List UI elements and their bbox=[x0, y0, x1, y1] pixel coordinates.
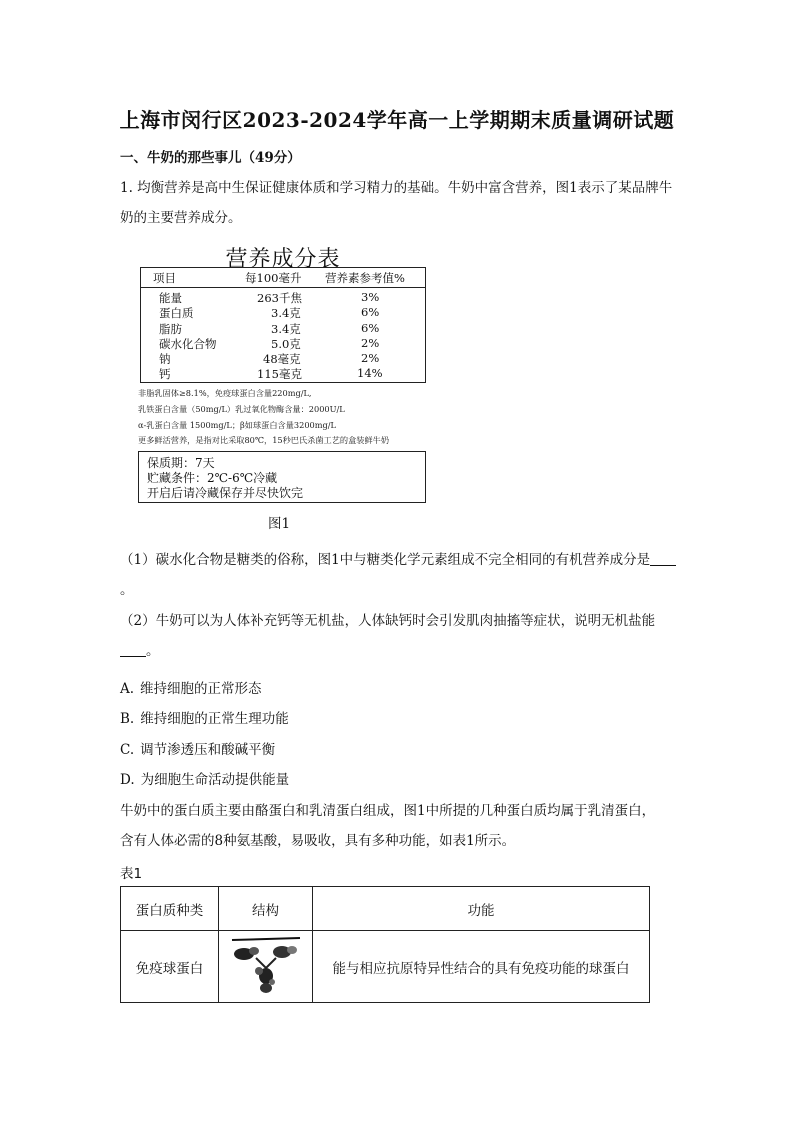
nutrition-row-nrv: 2% bbox=[361, 336, 380, 350]
nutrition-row-name: 蛋白质 bbox=[159, 306, 194, 320]
figure-1-nutrition-label bbox=[138, 240, 438, 540]
figure-note: 非脂乳固体≥8.1%，免疫球蛋白含量220mg/L, bbox=[138, 388, 312, 398]
protein-table bbox=[120, 886, 650, 1003]
page-title: 上海市闵行区2023-2024学年高一上学期期末质量调研试题 bbox=[119, 108, 675, 132]
option-text: 为细胞生命活动提供能量 bbox=[140, 772, 290, 788]
nutrition-row-amount: 263千焦 bbox=[257, 291, 302, 305]
storage-box bbox=[138, 451, 426, 503]
storage-condition: 贮藏条件：2℃-6℃冷藏 bbox=[147, 471, 278, 485]
nutrition-row-amount: 5.0克 bbox=[271, 337, 301, 351]
table-header-row bbox=[121, 887, 650, 931]
option-text: 维持细胞的正常生理功能 bbox=[140, 711, 289, 727]
table-header: 功能 bbox=[313, 887, 650, 931]
table-cell-function: 能与相应抗原特异性结合的具有免疫功能的球蛋白 bbox=[313, 931, 650, 1003]
nutrition-header-nrv: 营养素参考值% bbox=[325, 271, 405, 285]
nutrition-header-per100ml: 每100毫升 bbox=[245, 271, 302, 285]
nutrition-row-nrv: 6% bbox=[361, 321, 380, 335]
nutrition-table bbox=[140, 267, 426, 383]
nutrition-row-nrv: 14% bbox=[357, 366, 383, 380]
table-header: 蛋白质种类 bbox=[121, 887, 219, 931]
sub-question-1 bbox=[120, 545, 680, 605]
table-cell-structure bbox=[219, 931, 313, 1003]
sub-question-1-end: 。 bbox=[120, 582, 134, 598]
figure-note: α-乳蛋白含量 1500mg/L；β如球蛋白含量3200mg/L bbox=[138, 420, 336, 430]
nutrition-row-name: 能量 bbox=[159, 291, 182, 305]
sub-question-2-end: 。 bbox=[146, 643, 160, 659]
option-d[interactable] bbox=[120, 768, 289, 788]
option-text: 调节渗透压和酸碱平衡 bbox=[140, 742, 276, 758]
nutrition-header-divider bbox=[141, 287, 425, 288]
table-row bbox=[121, 931, 650, 1003]
sub-question-2 bbox=[120, 606, 680, 666]
option-letter: B. bbox=[120, 711, 135, 727]
option-letter: A. bbox=[120, 681, 135, 697]
option-c[interactable] bbox=[120, 738, 275, 758]
nutrition-row-name: 脂肪 bbox=[159, 322, 182, 336]
nutrition-row-nrv: 3% bbox=[361, 290, 380, 304]
figure-note: 乳铁蛋白含量（50mg/L）乳过氧化物酶含量：2000U/L bbox=[138, 404, 345, 414]
option-b[interactable] bbox=[120, 707, 289, 727]
nutrition-row-amount: 3.4克 bbox=[271, 322, 301, 336]
option-letter: D. bbox=[120, 772, 135, 788]
table-header: 结构 bbox=[219, 887, 313, 931]
nutrition-header-item: 项目 bbox=[153, 271, 176, 285]
after-opening-note: 开启后请冷藏保存并尽快饮完 bbox=[147, 486, 304, 500]
sub-question-1-text: （1）碳水化合物是糖类的俗称，图1中与糖类化学元素组成不完全相同的有机营养成分是 bbox=[120, 552, 651, 568]
table-cell-kind: 免疫球蛋白 bbox=[121, 931, 219, 1003]
answer-blank[interactable] bbox=[120, 642, 146, 657]
section-heading: 一、牛奶的那些事儿（49分） bbox=[120, 150, 301, 166]
immunoglobulin-structure-icon bbox=[226, 934, 306, 996]
question-1-text: 1. 均衡营养是高中生保证健康体质和学习精力的基础。牛奶中富含营养，图1表示了某品牌牛奶的主要营养成分。 bbox=[120, 180, 673, 226]
nutrition-row-amount: 115毫克 bbox=[257, 367, 302, 381]
nutrition-row-amount: 3.4克 bbox=[271, 306, 301, 320]
protein-paragraph: 牛奶中的蛋白质主要由酪蛋白和乳清蛋白组成，图1中所提的几种蛋白质均属于乳清蛋白，含有人体必需的8种氨基酸，易吸收，具有多种功能，如表1所示。 bbox=[120, 803, 656, 849]
nutrition-row-name: 钙 bbox=[159, 367, 171, 381]
nutrition-row-name: 钠 bbox=[159, 352, 171, 366]
sub-question-2-text: （2）牛奶可以为人体补充钙等无机盐，人体缺钙时会引发肌肉抽搐等症状，说明无机盐能 bbox=[120, 613, 656, 629]
figure-title: 营养成分表 bbox=[225, 247, 341, 272]
nutrition-row-nrv: 2% bbox=[361, 351, 380, 365]
nutrition-row-amount: 48毫克 bbox=[263, 352, 301, 366]
option-text: 维持细胞的正常形态 bbox=[140, 681, 262, 697]
nutrition-row-name: 碳水化合物 bbox=[159, 337, 217, 351]
figure-caption: 图1 bbox=[268, 516, 291, 532]
shelf-life: 保质期：7天 bbox=[147, 456, 215, 470]
nutrition-row-nrv: 6% bbox=[361, 305, 380, 319]
table-caption: 表1 bbox=[120, 866, 143, 882]
answer-blank[interactable] bbox=[650, 551, 676, 566]
option-a[interactable] bbox=[120, 677, 262, 697]
option-letter: C. bbox=[120, 742, 135, 758]
figure-note: 更多鲜活营养，是指对比采取80℃，15秒巴氏杀菌工艺的盒装鲜牛奶 bbox=[138, 435, 390, 445]
